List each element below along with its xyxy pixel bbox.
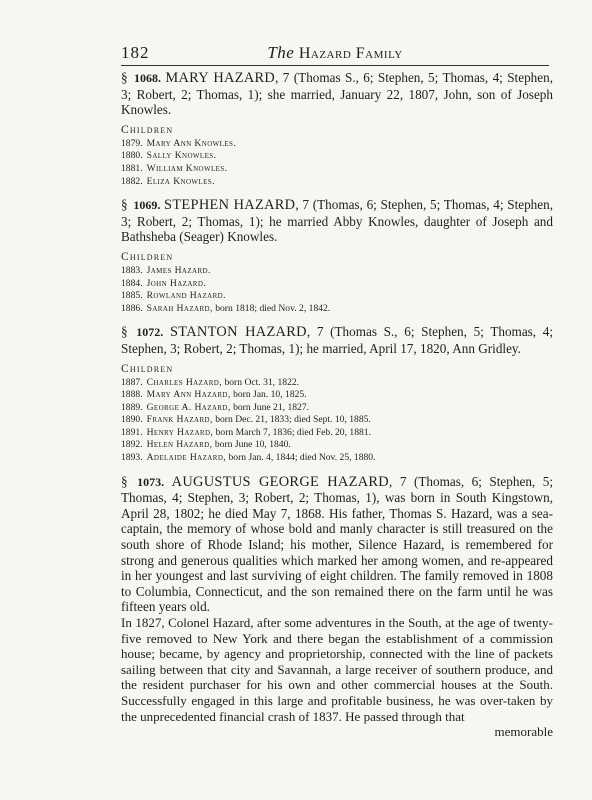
entry-heading <box>121 474 553 615</box>
child-number: 1884. <box>121 277 143 289</box>
entry-name: STANTON HAZARD <box>169 324 307 341</box>
child-name: Mary Ann Hazard, <box>146 389 231 401</box>
child-name: Mary Ann Knowles. <box>146 137 237 149</box>
child-number: 1889. <box>121 401 143 413</box>
genealogy-entry <box>121 324 553 464</box>
entry-name: STEPHEN HAZARD <box>164 197 296 214</box>
entry-name: MARY HAZARD <box>165 70 276 86</box>
child-name: George A. Hazard, <box>146 401 231 413</box>
child-item <box>121 452 553 465</box>
child-item <box>121 402 553 415</box>
child-number: 1888. <box>121 389 143 401</box>
children-label: Children <box>121 250 174 263</box>
child-number: 1879. <box>121 137 143 149</box>
child-item <box>121 389 553 402</box>
genealogy-entry <box>121 474 553 740</box>
child-number: 1887. <box>121 376 143 388</box>
child-item <box>121 427 553 440</box>
child-item <box>121 150 553 163</box>
child-detail: born June 21, 1827. <box>230 401 310 413</box>
genealogy-entry <box>121 197 553 315</box>
entry-number: 1073. <box>137 474 165 489</box>
child-number: 1893. <box>121 452 143 464</box>
child-detail: born 1818; died Nov. 2, 1842. <box>212 302 331 314</box>
section-mark: § <box>121 70 128 85</box>
running-title-text: Hazard Family <box>298 45 403 62</box>
child-detail: born Jan. 10, 1825. <box>230 389 307 401</box>
entry-number: 1068. <box>133 71 161 85</box>
child-item <box>121 290 553 303</box>
entry-name: AUGUSTUS GEORGE HAZARD <box>171 473 389 490</box>
children-list <box>121 138 553 188</box>
child-number: 1882. <box>121 175 143 187</box>
entry-text: , 7 (Thomas S., 6; Stephen, 5; Thomas, 4; Stephen, 3; Robert, 2; Thomas, 1); she married, January 22, 1807, John, son of Joseph Knowles. <box>121 70 553 118</box>
child-name: James Hazard. <box>146 264 211 276</box>
child-number: 1880. <box>121 150 143 162</box>
child-name: Rowland Hazard. <box>146 290 226 302</box>
child-item <box>121 163 553 176</box>
section-mark: § <box>121 197 128 213</box>
entry-heading <box>121 197 553 245</box>
child-number: 1885. <box>121 290 143 302</box>
child-name: Sarah Hazard, <box>146 302 213 314</box>
child-name: Helen Hazard, <box>146 439 213 451</box>
entry-text: , 7 (Thomas, 6; Stephen, 5; Thomas, 4; Stephen, 3; Robert, 2; Thomas, 1), was born in South Kingstown, April 28, 1802; he died May 7, 1868. His father, Thomas S. Hazard, was a sea-captain, the memory of whose bold and manly character is still treasured on the south shore of Rhode Island; his mother, Silence Hazard, is remembered for strong and generous qualities which marked her among women, and re-appeared in her youngest and last surviving of eight children. The family removed in 1808 to Columbia, Connecticut, and the son remained there on the farm until he was fifteen years old. <box>121 473 554 615</box>
children-list <box>121 377 553 465</box>
running-title-prefix: The <box>267 43 295 62</box>
child-number: 1886. <box>121 302 143 314</box>
catchword: memorable <box>494 724 553 740</box>
child-item <box>121 265 553 278</box>
child-name: Eliza Knowles. <box>146 175 215 187</box>
child-number: 1890. <box>121 414 143 426</box>
child-item <box>121 303 553 316</box>
genealogy-entry <box>121 70 553 188</box>
child-detail: born June 10, 1840. <box>212 439 291 451</box>
entry-text: , 7 (Thomas, 6; Stephen, 5; Thomas, 4; Stephen, 3; Robert, 2; Thomas, 1); he married Abby Knowles, daughter of Joseph and Bathsheba (Seager) Knowles. <box>121 197 554 245</box>
entry-heading <box>121 70 553 118</box>
page-number: 182 <box>121 43 150 62</box>
entry-number: 1072. <box>136 325 164 340</box>
page-content <box>121 70 553 749</box>
child-detail: born Jan. 4, 1844; died Nov. 25, 1880. <box>226 452 376 464</box>
page-header <box>121 43 549 66</box>
child-item <box>121 414 553 427</box>
child-name: Sally Knowles. <box>146 150 217 162</box>
child-number: 1892. <box>121 439 143 451</box>
body-paragraph: In 1827, Colonel Hazard, after some adventures in the South, at the age of twenty-five removed to New York and there began the establishment of a commission house; became, by agency and proprietorship, connected with the line of packets sailing between that city and Savannah, a large receiver of southern produce, and the resident purchaser for his own and other commercial houses at the South. Successfully engaged in this large and profitable business, he was over-taken by the unprecedented financial crash of 1837. He passed through that <box>121 615 553 724</box>
child-number: 1881. <box>121 162 143 174</box>
entry-heading <box>121 324 553 356</box>
child-number: 1883. <box>121 264 143 276</box>
entry-text: , 7 (Thomas S., 6; Stephen, 5; Thomas, 4; Stephen, 3; Robert, 2; Thomas, 1); he married, April 17, 1820, Ann Gridley. <box>121 324 554 356</box>
children-list <box>121 265 553 315</box>
child-detail: born Oct. 31, 1822. <box>222 376 300 388</box>
child-number: 1891. <box>121 426 143 438</box>
child-item <box>121 278 553 291</box>
running-title <box>121 43 549 63</box>
child-name: John Hazard. <box>146 277 207 289</box>
child-item <box>121 138 553 151</box>
child-name: Henry Hazard, <box>146 426 214 438</box>
child-name: Charles Hazard, <box>146 376 223 388</box>
section-mark: § <box>121 473 128 489</box>
child-item <box>121 377 553 390</box>
child-item <box>121 176 553 189</box>
child-name: Frank Hazard, <box>146 414 213 426</box>
children-label: Children <box>121 362 174 375</box>
child-name: William Knowles. <box>146 162 228 174</box>
entry-number: 1069. <box>133 198 161 213</box>
child-detail: born Dec. 21, 1833; died Sept. 10, 1885. <box>212 414 371 426</box>
section-mark: § <box>121 324 128 340</box>
child-detail: born March 7, 1836; died Feb. 20, 1881. <box>213 426 371 438</box>
children-label: Children <box>121 123 174 136</box>
child-item <box>121 439 553 452</box>
child-name: Adelaide Hazard, <box>146 452 227 464</box>
